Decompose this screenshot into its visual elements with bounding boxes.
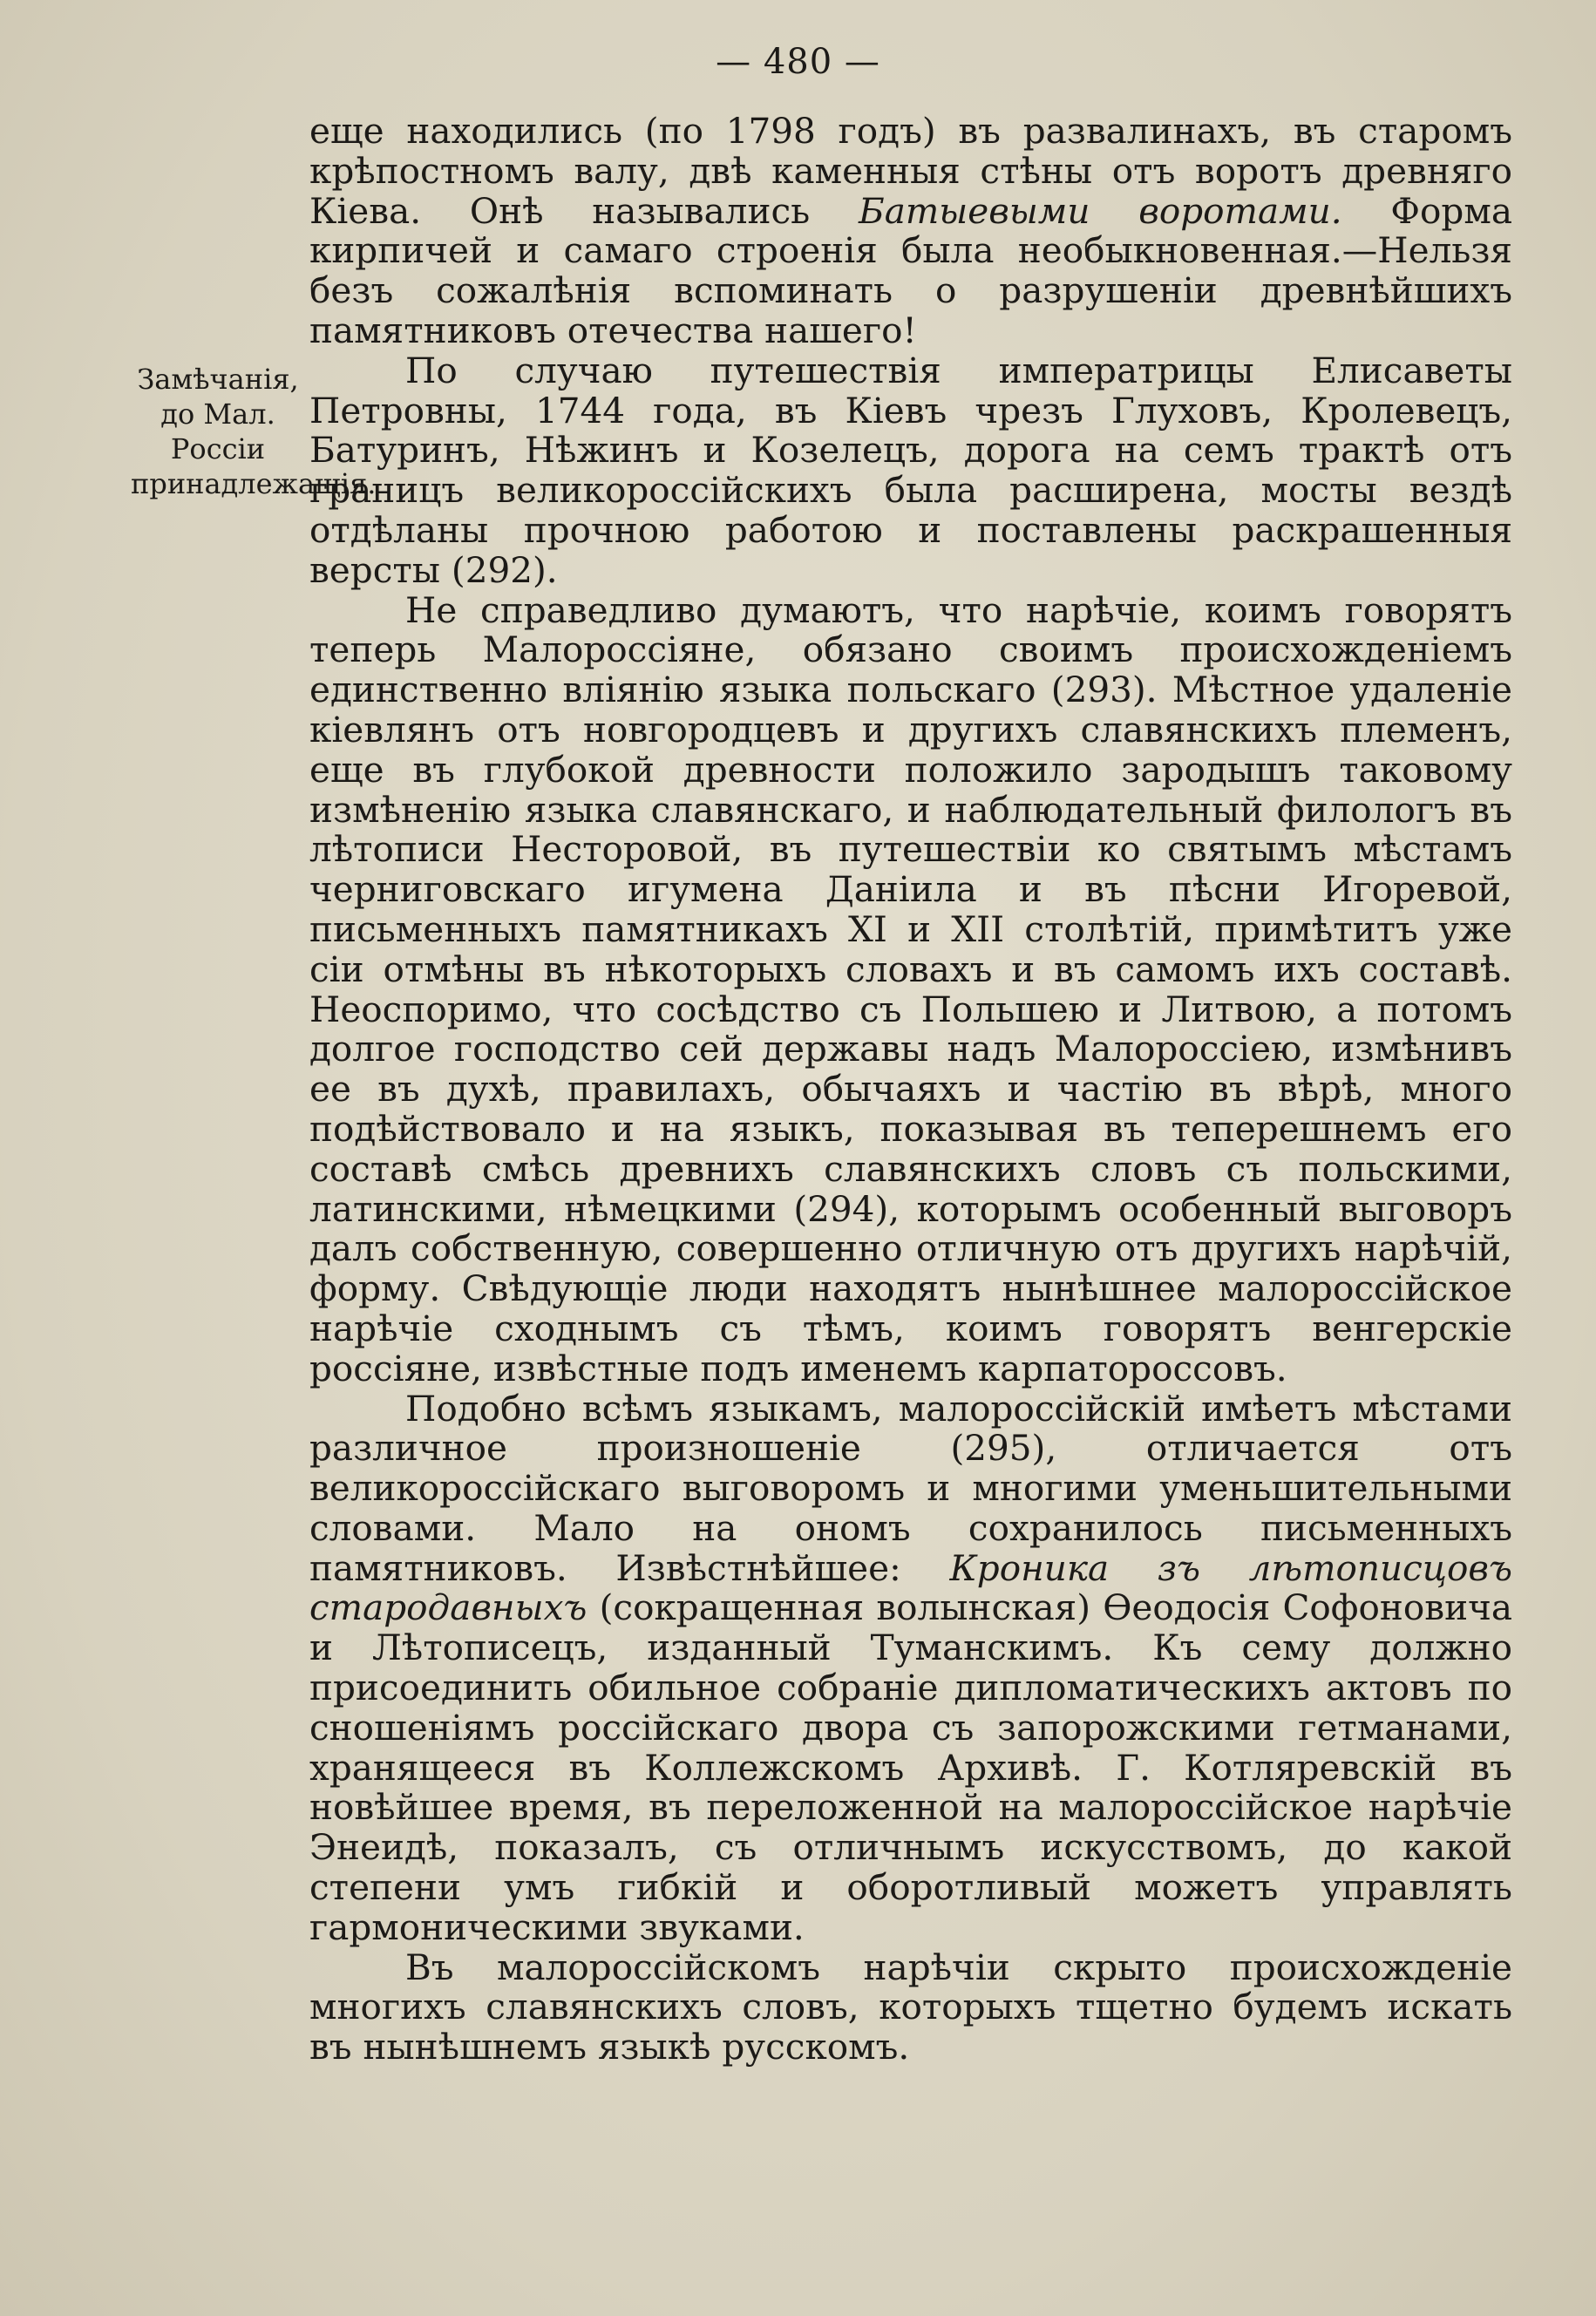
paragraph [309, 112, 1512, 351]
text-run: (сокращенная волынская) Ѳеодосія Софоновича и Лѣтописецъ, изданный Туманскимъ. Къ сему должно присоединить обильное собраніе дипломатическихъ актовъ по сношеніямъ россійскаго двора съ запорожскими гетманами, хранящееся въ Коллежскомъ Архивѣ. Г. Котляревскій въ новѣйшее время, въ переложенной на малороссійское нарѣчіе Энеидѣ, показалъ, съ отличнымъ искусствомъ, до какой степени умъ гибкій и оборотливый можетъ управлять гармоническими звуками. [309, 1586, 1512, 1948]
paragraph [309, 351, 1512, 591]
text-run: По случаю путешествія императрицы Елисаветы Петровны, 1744 года, въ Кіевъ чрезъ Глуховъ, Кролевецъ, Батуринъ, Нѣжинъ и Козелецъ, дорога на семъ трактѣ отъ границъ великороссійскихъ была расширена, мосты вездѣ отдѣланы прочною работою и поставлены раскрашенныя версты (292). [309, 349, 1512, 591]
paragraph [309, 588, 1512, 1389]
main-text [309, 112, 1512, 2068]
margin-note: Замѣчанія, до Мал. Россіи принадлежащія. [131, 363, 377, 500]
text-run-italic: Батыевыми воротами. [858, 189, 1342, 232]
text-run: еще находились (по 1798 годъ) въ развалинахъ, въ старомъ крѣпостномъ валу, двѣ каменныя стѣны отъ воротъ древняго Кіева. Онѣ назывались [309, 110, 1512, 232]
text-run: Подобно всѣмъ языкамъ, малороссійскій имѣетъ мѣстами различное произношеніе (295), отличается отъ великороссійскаго выговоромъ и многими уменьшительными словами. Мало на ономъ сохранилось письменныхъ памятниковъ. Извѣстнѣйшее: [309, 1387, 1512, 1589]
text-run: Въ малороссійскомъ нарѣчіи скрыто происхожденіе многихъ славянскихъ словъ, которыхъ тщетно будемъ искать въ нынѣшнемъ языкѣ русскомъ. [309, 1946, 1512, 2068]
text-run: Не справедливо думаютъ, что нарѣчіе, коимъ говорятъ теперь Малороссіяне, обязано своимъ происхожденіемъ единственно вліянію языка польскаго (293). Мѣстное удаленіе кіевлянъ отъ новгородцевъ и другихъ славянскихъ племенъ, еще въ глубокой древности положило зародышъ таковому измѣненію языка славянскаго, и наблюдательный филологъ въ лѣтописи Несторовой, въ путешествіи ко святымъ мѣстамъ черниговскаго игумена Даніила и въ пѣсни Игоревой, письменныхъ памятникахъ XI и XII столѣтій, примѣтитъ уже сіи отмѣны въ нѣкоторыхъ словахъ и въ самомъ ихъ составѣ. Неоспоримо, что сосѣдство съ Польшею и Литвою, а потомъ долгое господство сей державы надъ Малороссіею, измѣнивъ ее въ духѣ, правилахъ, обычаяхъ и частію въ вѣрѣ, много подѣйствовало и на языкъ, показывая въ теперешнемъ его составѣ смѣсь древнихъ славянскихъ словъ съ польскими, латинскими, нѣмецкими (294), которымъ особенный выговоръ далъ собственную, совершенно отличную отъ другихъ нарѣчій, форму. Свѣдующіе люди находятъ нынѣшнее малороссійское нарѣчіе сходнымъ съ тѣмъ, коимъ говорятъ венгерскіе россіяне, извѣстные подъ именемъ карпатороссовъ. [309, 588, 1512, 1389]
page-number: — 480 — [716, 42, 880, 82]
paragraph [309, 1389, 1512, 1948]
text-run-italic: Кроника зъ лѣтописцовъ стародавныхъ [309, 1546, 1512, 1629]
text-run: Форма кирпичей и самаго строенія была необыкновенная.—Нельзя безъ сожалѣнія вспоминать о разрушеніи древнѣйшихъ памятниковъ отечества нашего! [309, 189, 1513, 351]
paragraph [309, 1948, 1512, 2068]
